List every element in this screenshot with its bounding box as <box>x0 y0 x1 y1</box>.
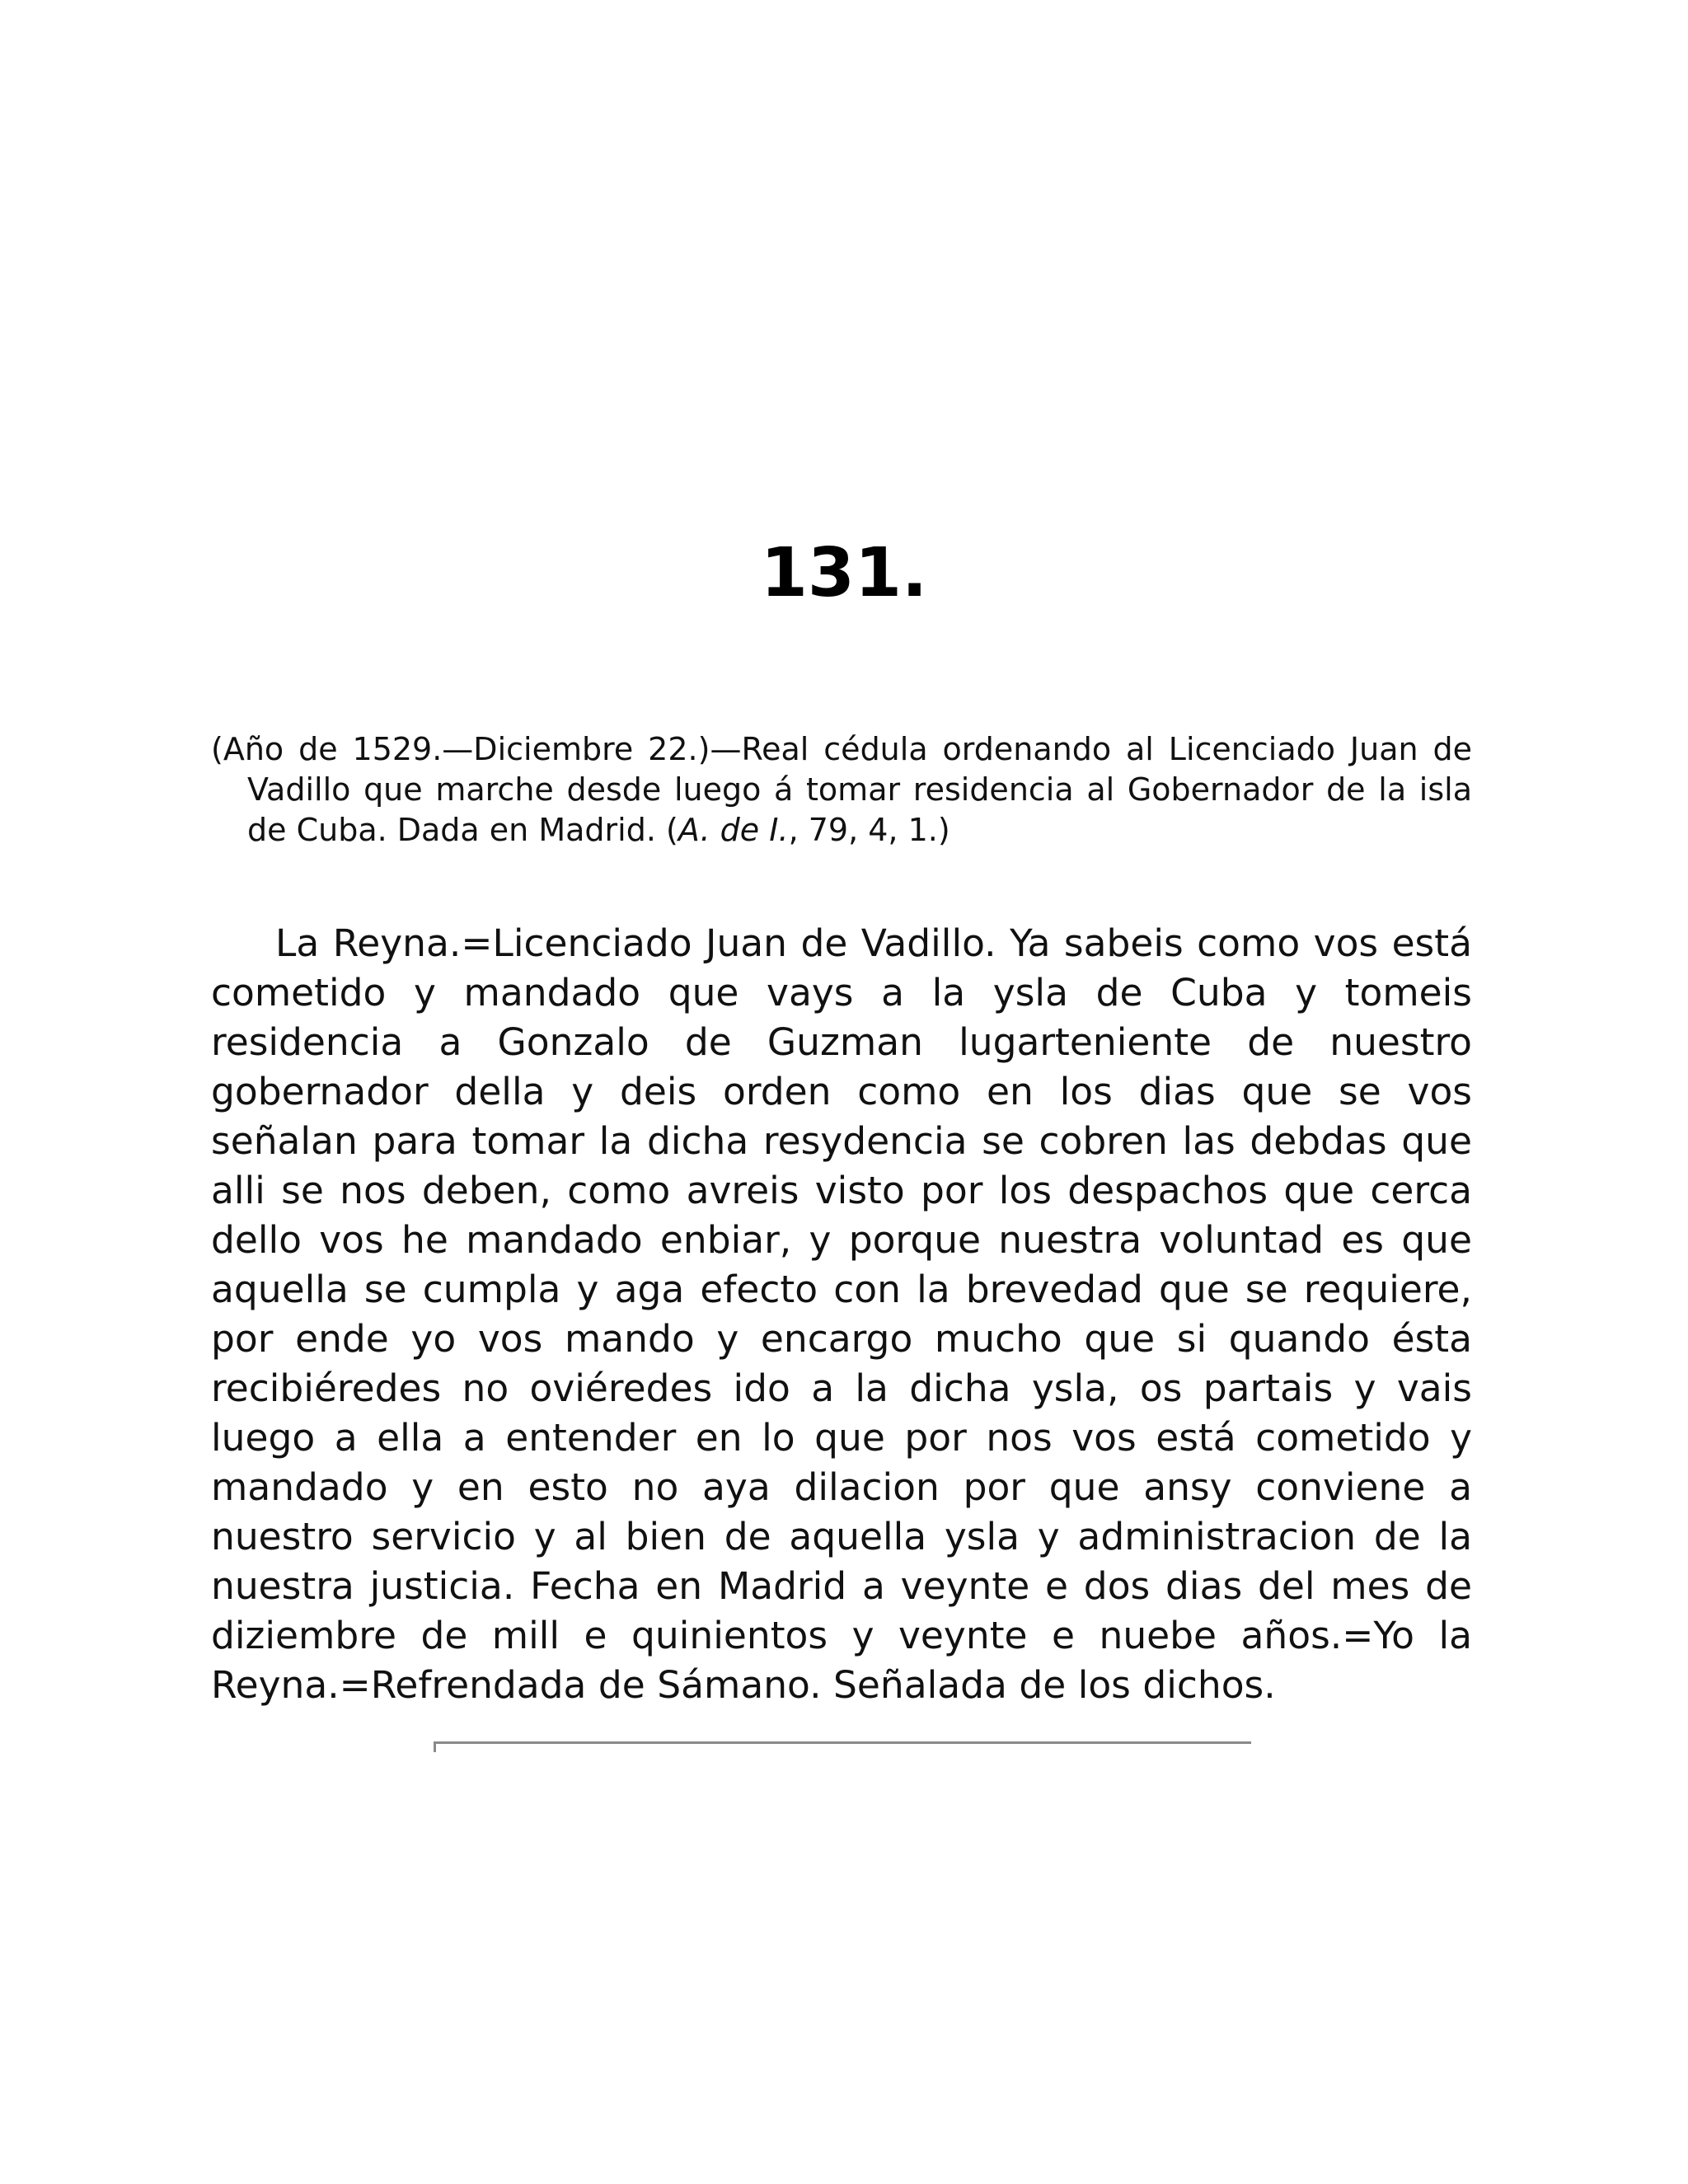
summary-source-rest: , 79, 4, 1.) <box>788 812 950 848</box>
summary-source-italic: A. de I. <box>678 812 789 848</box>
document-number: 131. <box>760 534 928 612</box>
document-summary <box>211 729 1472 851</box>
summary-lead: (Año de 1529.—Diciembre 22.)—Real cédula ordenando al Licenciado Juan de Vadillo que marche desde luego á tomar residencia al Gobernador de la isla de Cuba. Dada en Madrid. ( <box>211 731 1472 848</box>
document-body: La Reyna.=Licenciado Juan de Vadillo. Ya sabeis como vos está cometido y mandado que vays a la ysla de Cuba y tomeis residencia a Gonzalo de Guzman lugarteniente de nuestro gobernador della y deis orden como en los dias que se vos señalan para tomar la dicha resydencia se cobren las debdas que alli se nos deben, como avreis visto por los despachos que cerca dello vos he mandado enbiar, y porque nuestra voluntad es que aquella se cumpla y aga efecto con la brevedad que se requiere, por ende yo vos mando y encargo mucho que si quando ésta recibiéredes no oviéredes ido a la dicha ysla, os partais y vais luego a ella a entender en lo que por nos vos está cometido y mandado y en esto no aya dilacion por que ansy conviene a nuestro servicio y al bien de aquella ysla y administracion de la nuestra justicia. Fecha en Madrid a veynte e dos dias del mes de diziembre de mill e quinientos y veynte e nuebe años.=Yo la Reyna.=Refrendada de Sámano. Señalada de los dichos. <box>211 921 1472 1707</box>
end-divider <box>434 1741 1251 1744</box>
